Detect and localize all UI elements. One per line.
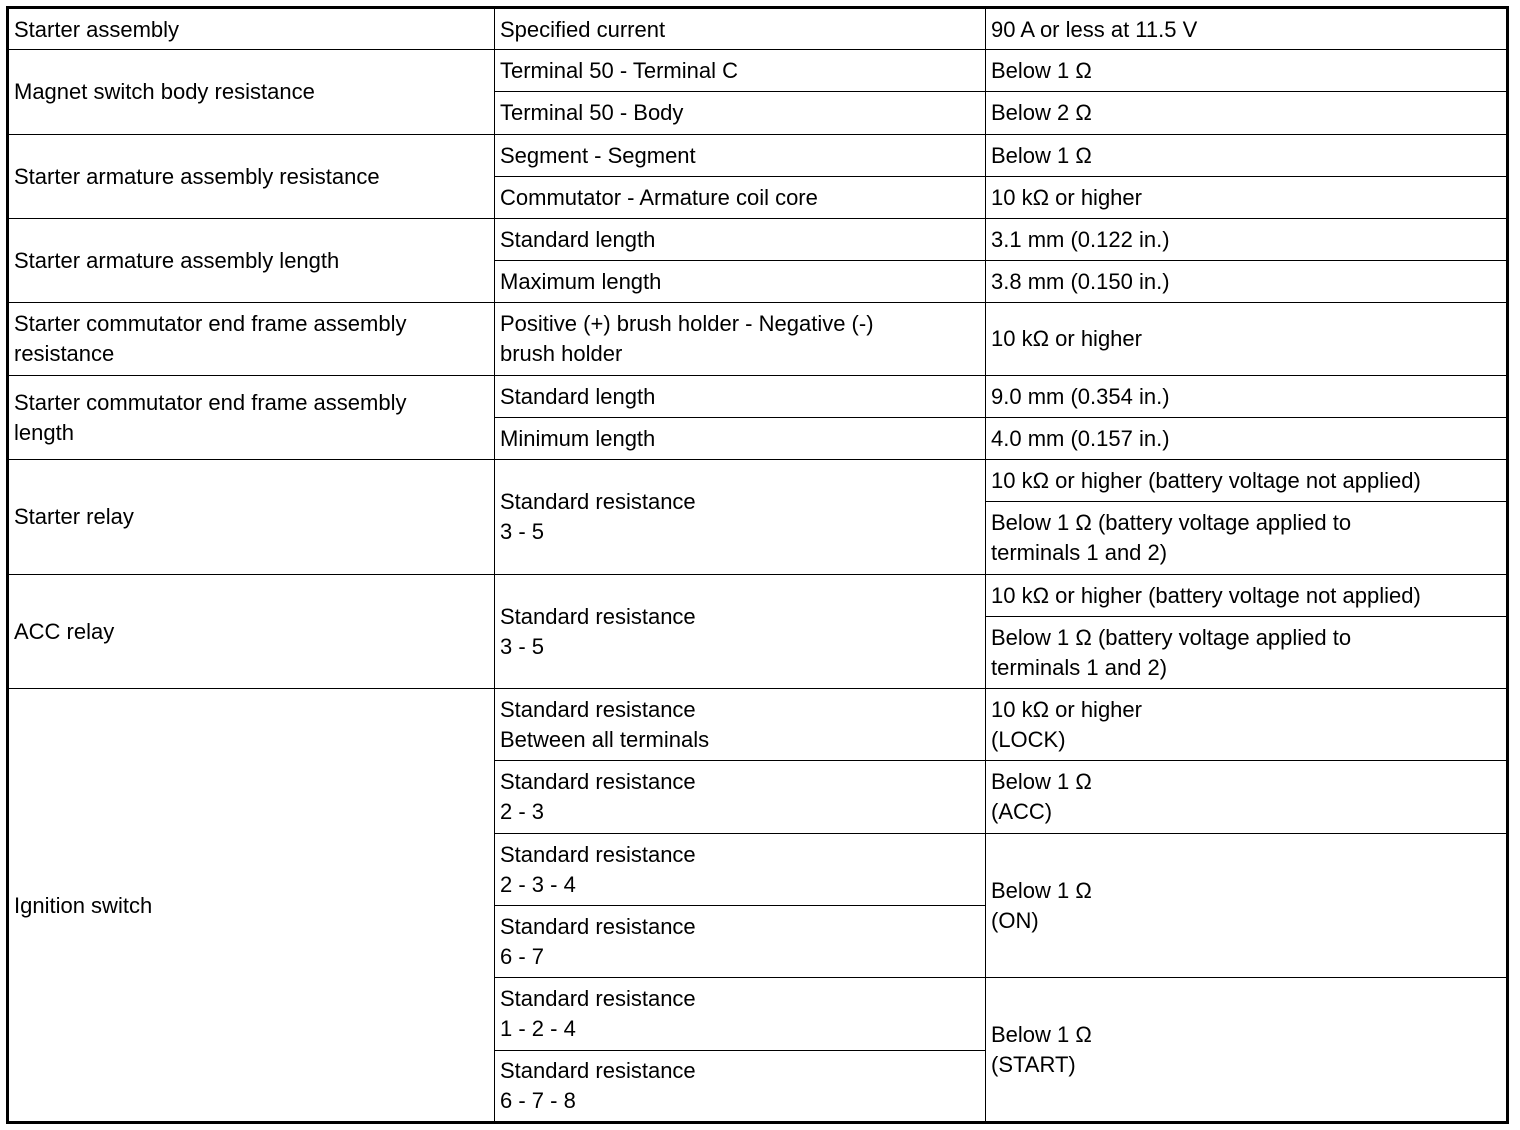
table-row: [8, 134, 1508, 176]
table-row: [8, 303, 1508, 375]
table-row: [8, 8, 1508, 50]
condition-cell: Standard resistance 6 - 7: [495, 905, 986, 977]
item-cell: Starter commutator end frame assembly resistance: [8, 303, 495, 375]
table-row: [8, 375, 1508, 417]
condition-cell: Standard resistance 6 - 7 - 8: [495, 1050, 986, 1122]
item-cell: Starter armature assembly resistance: [8, 134, 495, 218]
value-cell: 9.0 mm (0.354 in.): [986, 375, 1508, 417]
condition-cell: Positive (+) brush holder - Negative (-) brush holder: [495, 303, 986, 375]
value-cell: Below 1 Ω: [986, 134, 1508, 176]
value-cell: 10 kΩ or higher (battery voltage not applied): [986, 574, 1508, 616]
value-cell: Below 1 Ω (START): [986, 978, 1508, 1123]
condition-cell: Segment - Segment: [495, 134, 986, 176]
value-cell: 10 kΩ or higher: [986, 303, 1508, 375]
condition-cell: Specified current: [495, 8, 986, 50]
value-cell: Below 1 Ω: [986, 50, 1508, 92]
table-row: [8, 460, 1508, 502]
condition-cell: Minimum length: [495, 417, 986, 459]
condition-cell: Terminal 50 - Body: [495, 92, 986, 134]
condition-cell: Standard length: [495, 375, 986, 417]
value-cell: 10 kΩ or higher (battery voltage not applied): [986, 460, 1508, 502]
value-cell: 10 kΩ or higher (LOCK): [986, 689, 1508, 761]
value-cell: Below 1 Ω (battery voltage applied to terminals 1 and 2): [986, 616, 1508, 688]
item-cell: Ignition switch: [8, 689, 495, 1123]
item-cell: Starter relay: [8, 460, 495, 575]
value-cell: Below 1 Ω (ON): [986, 833, 1508, 978]
condition-cell: Commutator - Armature coil core: [495, 176, 986, 218]
condition-cell: Standard resistance Between all terminals: [495, 689, 986, 761]
value-cell: Below 2 Ω: [986, 92, 1508, 134]
condition-cell: Standard length: [495, 218, 986, 260]
value-cell: 10 kΩ or higher: [986, 176, 1508, 218]
item-cell: Starter assembly: [8, 8, 495, 50]
value-cell: Below 1 Ω (battery voltage applied to terminals 1 and 2): [986, 502, 1508, 574]
condition-cell: Standard resistance 1 - 2 - 4: [495, 978, 986, 1050]
item-cell: ACC relay: [8, 574, 495, 689]
condition-cell: Standard resistance 2 - 3: [495, 761, 986, 833]
specification-table: [6, 6, 1509, 1124]
item-cell: Starter armature assembly length: [8, 218, 495, 302]
item-cell: Starter commutator end frame assembly length: [8, 375, 495, 459]
table-row: [8, 574, 1508, 616]
condition-cell: Standard resistance 2 - 3 - 4: [495, 833, 986, 905]
condition-cell: Terminal 50 - Terminal C: [495, 50, 986, 92]
table-row: [8, 218, 1508, 260]
table-row: [8, 689, 1508, 761]
value-cell: 90 A or less at 11.5 V: [986, 8, 1508, 50]
condition-cell: Standard resistance 3 - 5: [495, 574, 986, 689]
value-cell: 4.0 mm (0.157 in.): [986, 417, 1508, 459]
condition-cell: Standard resistance 3 - 5: [495, 460, 986, 575]
condition-cell: Maximum length: [495, 261, 986, 303]
value-cell: 3.1 mm (0.122 in.): [986, 218, 1508, 260]
table-row: [8, 50, 1508, 92]
value-cell: Below 1 Ω (ACC): [986, 761, 1508, 833]
item-cell: Magnet switch body resistance: [8, 50, 495, 134]
value-cell: 3.8 mm (0.150 in.): [986, 261, 1508, 303]
